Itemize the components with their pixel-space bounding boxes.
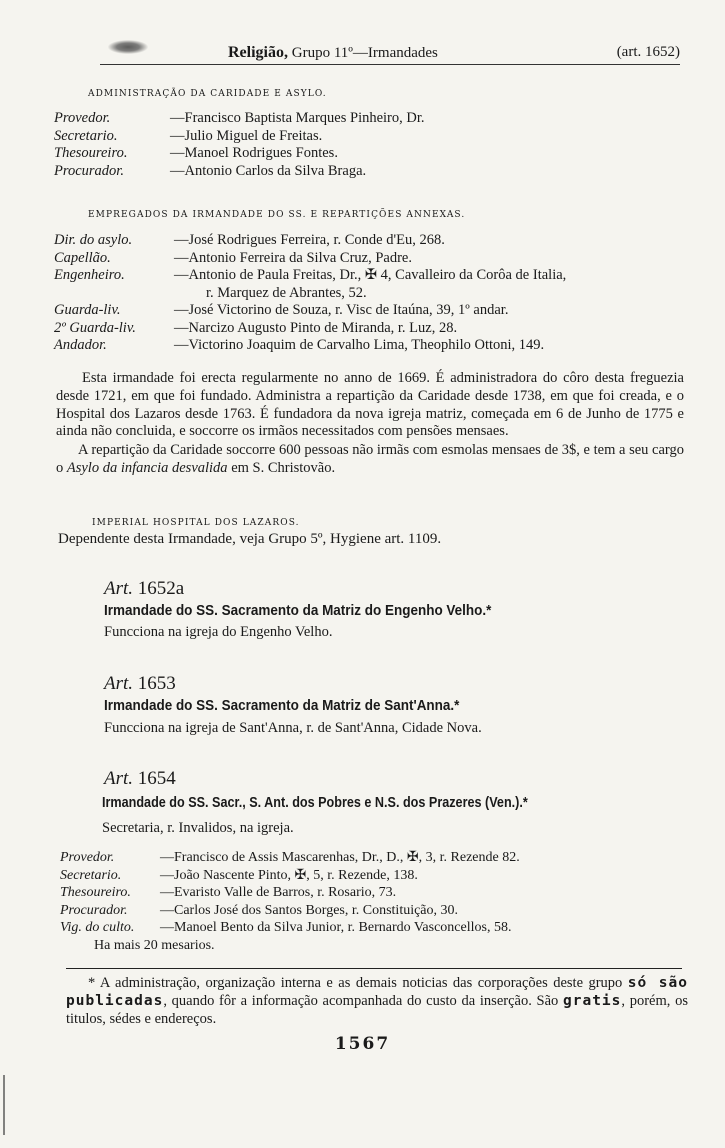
- admin-heading: ADMINISTRAÇÃO DA CARIDADE E ASYLO.: [88, 89, 327, 99]
- role-label: Engenheiro.: [54, 267, 125, 283]
- table-row: [54, 267, 566, 285]
- article-subtitle: Funcciona na igreja de Sant'Anna, r. de Sant'Anna, Cidade Nova.: [104, 720, 482, 736]
- article-label: Art.: [104, 673, 134, 694]
- charity-text: A repartição da Caridade soccorre 600 pessoas não irmãs com esmolas mensaes de 3$, e tem a seu cargo o: [56, 442, 684, 476]
- article-subtitle: Secretaria, r. Invalidos, na igreja.: [102, 820, 294, 836]
- officers-table: [60, 849, 520, 954]
- margin-mark: [3, 1075, 5, 1135]
- role-label: Provedor.: [60, 850, 115, 865]
- table-row: [60, 937, 520, 955]
- table-row: [54, 232, 566, 250]
- role-value: r. Marquez de Abrantes, 52.: [206, 284, 367, 301]
- table-row: [54, 163, 425, 181]
- table-row: [54, 285, 566, 303]
- role-label: 2º Guarda-liv.: [54, 319, 136, 336]
- role-value: —Antonio de Paula Freitas, Dr., ✠ 4, Cavalleiro da Corôa de Italia,: [174, 267, 567, 283]
- role-label: Secretario.: [60, 867, 122, 883]
- hospital-text: Dependente desta Irmandade, veja Grupo 5º, Hygiene art. 1109.: [58, 531, 442, 547]
- article-title: Irmandade do SS. Sacramento da Matriz do Engenho Velho.*: [104, 603, 492, 619]
- role-label: Thesoureiro.: [54, 145, 128, 161]
- role-value: —Manoel Rodrigues Fontes.: [170, 145, 338, 161]
- role-value: —Narcizo Augusto Pinto de Miranda, r. Luz, 28.: [174, 319, 458, 336]
- article-label: Art.: [104, 768, 134, 789]
- table-row: [54, 128, 425, 146]
- role-value: —Antonio Carlos da Silva Braga.: [170, 162, 367, 179]
- article-subtitle: Funcciona na igreja do Engenho Velho.: [104, 624, 333, 640]
- table-row: [60, 884, 520, 902]
- table-row: [60, 849, 520, 867]
- charity-paragraph: [56, 442, 684, 478]
- footnote-emphasis: só são publicadas: [66, 975, 688, 1009]
- role-label: [60, 937, 94, 955]
- article-label: Art.: [104, 578, 134, 599]
- charity-text-end: em S. Christovão.: [227, 459, 336, 476]
- footnote-rule: [66, 968, 682, 969]
- role-label: Dir. do asylo.: [54, 232, 133, 248]
- role-label: Vig. do culto.: [60, 920, 135, 935]
- article-heading: [104, 578, 184, 600]
- article-heading: [104, 673, 176, 695]
- article-number: 1652a: [137, 578, 185, 599]
- role-value: —João Nascente Pinto, ✠, 5, r. Rezende, 138.: [160, 867, 418, 883]
- role-label: Capellão.: [54, 249, 111, 266]
- role-label: Andador.: [54, 337, 107, 353]
- header-article-ref: (art. 1652): [616, 44, 680, 60]
- role-value: —Carlos José dos Santos Borges, r. Constituição, 30.: [160, 902, 459, 918]
- article-title: Irmandade do SS. Sacramento da Matriz de Sant'Anna.*: [104, 698, 460, 714]
- role-value: —Manoel Bento da Silva Junior, r. Bernardo Vasconcellos, 58.: [160, 920, 512, 935]
- history-paragraph: Esta irmandade foi erecta regularmente no anno de 1669. É administradora do côro desta freguezia desde 1721, em que foi fundado. Administra a repartição da Caridade desde 1738, em que foi creada, e o Hospital dos Lazaros desde 1763. É fundadora da nova igreja matriz, começada em 6 de Junho de 1775 e ainda não concluida, e soccorre os irmãos necessitados com pensões mensaes.: [56, 370, 684, 440]
- footnote: [66, 974, 688, 1028]
- admin-table: [54, 110, 425, 180]
- role-value: —José Rodrigues Ferreira, r. Conde d'Eu, 268.: [174, 232, 445, 248]
- header-rule: [100, 64, 680, 65]
- table-row: [54, 337, 566, 355]
- role-value: —José Victorino de Souza, r. Visc de Itaúna, 39, 1º andar.: [174, 302, 509, 318]
- table-row: [60, 902, 520, 920]
- role-value: Ha mais 20 mesarios.: [94, 937, 215, 953]
- employees-table: [54, 232, 566, 355]
- footnote-emphasis: gratis: [563, 993, 622, 1009]
- article-title: Irmandade do SS. Sacr., S. Ant. dos Pobres e N.S. dos Prazeres (Ven.).*: [102, 795, 528, 811]
- article-heading: [104, 768, 176, 790]
- role-value: —Evaristo Valle de Barros, r. Rosario, 73.: [160, 885, 397, 900]
- ink-blot-ornament: [108, 40, 148, 54]
- footnote-text: * A administração, organização interna e as demais noticias das corporações deste grupo: [88, 975, 628, 991]
- role-label: Secretario.: [54, 127, 118, 144]
- asylum-name: Asylo da infancia desvalida: [66, 459, 228, 476]
- running-header: [100, 44, 680, 66]
- table-row: [54, 145, 425, 163]
- role-label: [54, 285, 206, 303]
- role-label: Guarda-liv.: [54, 302, 121, 318]
- table-row: [54, 302, 566, 320]
- role-value: —Antonio Ferreira da Silva Cruz, Padre.: [174, 249, 412, 266]
- role-label: Procurador.: [54, 162, 124, 179]
- employees-heading: EMPREGADOS DA IRMANDADE DO SS. E REPARTIÇÕES ANNEXAS.: [88, 210, 466, 220]
- page-number: 1567: [334, 1034, 391, 1054]
- role-value: —Francisco de Assis Mascarenhas, Dr., D., ✠, 3, r. Rezende 82.: [160, 850, 520, 865]
- table-row: [54, 320, 566, 338]
- table-row: [60, 867, 520, 885]
- role-value: —Julio Miguel de Freitas.: [170, 127, 323, 144]
- role-label: Procurador.: [60, 902, 128, 918]
- table-row: [60, 919, 520, 937]
- hospital-heading: IMPERIAL HOSPITAL DOS LAZAROS.: [92, 518, 300, 528]
- header-title: Religião, Grupo 11º—Irmandades: [228, 44, 438, 61]
- role-label: Provedor.: [54, 110, 111, 126]
- article-number: 1653: [137, 673, 176, 694]
- table-row: [54, 110, 425, 128]
- article-number: 1654: [137, 768, 176, 789]
- role-label: Thesoureiro.: [60, 885, 131, 900]
- footnote-text: , quando fôr a informação acompanhada do custo da inserção. São: [163, 993, 563, 1009]
- footnote-text: , porém, os titulos, sédes e endereços.: [66, 993, 688, 1027]
- role-value: —Victorino Joaquim de Carvalho Lima, Theophilo Ottoni, 149.: [174, 337, 545, 353]
- role-value: —Francisco Baptista Marques Pinheiro, Dr.: [170, 110, 425, 126]
- table-row: [54, 250, 566, 268]
